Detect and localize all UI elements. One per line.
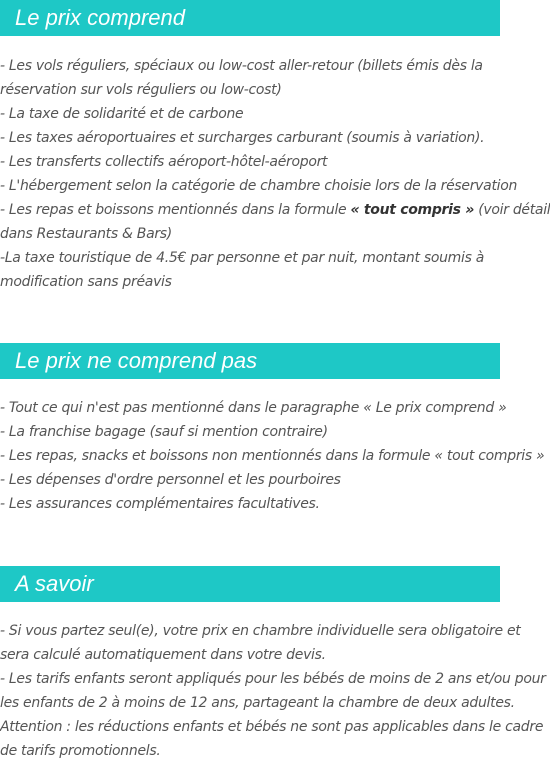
section-body-le-prix-comprend: [0, 54, 550, 294]
list-item: - Les assurances complémentaires facultatives.: [0, 496, 320, 512]
list-item: [0, 198, 550, 222]
list-item: - L'hébergement selon la catégorie de chambre choisie lors de la réservation: [0, 178, 518, 194]
list-item: - Tout ce qui n'est pas mentionné dans le paragraphe « Le prix comprend »: [0, 400, 507, 416]
list-item: les enfants de 2 à moins de 12 ans, partageant la chambre de deux adultes.: [0, 695, 515, 711]
list-item: - Les taxes aéroportuaires et surcharges carburant (soumis à variation).: [0, 130, 485, 146]
list-item: - Les transferts collectifs aéroport-hôtel-aéroport: [0, 154, 328, 170]
list-item: - Si vous partez seul(e), votre prix en chambre individuelle sera obligatoire et: [0, 623, 521, 639]
section-header-a-savoir: A savoir: [0, 566, 500, 602]
section-body-le-prix-ne-comprend-pas: [0, 396, 545, 516]
list-item: sera calculé automatiquement dans votre devis.: [0, 647, 326, 663]
section-header-le-prix-comprend: Le prix comprend: [0, 0, 500, 36]
list-item: dans Restaurants & Bars): [0, 226, 172, 242]
list-item: - Les vols réguliers, spéciaux ou low-cost aller-retour (billets émis dès la: [0, 58, 483, 74]
list-item: - La franchise bagage (sauf si mention contraire): [0, 424, 328, 440]
list-item: - Les dépenses d'ordre personnel et les pourboires: [0, 472, 341, 488]
bold-tout-compris: « tout compris »: [350, 202, 475, 218]
list-item: - Les repas, snacks et boissons non mentionnés dans la formule « tout compris »: [0, 448, 545, 464]
section-header-le-prix-ne-comprend-pas: Le prix ne comprend pas: [0, 343, 500, 379]
list-item-text: - Les repas et boissons mentionnés dans la formule: [0, 202, 351, 218]
list-item: réservation sur vols réguliers ou low-cost): [0, 82, 282, 98]
list-item: - Les tarifs enfants seront appliqués pour les bébés de moins de 2 ans et/ou pour: [0, 671, 546, 687]
list-item: -La taxe touristique de 4.5€ par personne et par nuit, montant soumis à: [0, 250, 485, 266]
list-item: Attention : les réductions enfants et bébés ne sont pas applicables dans le cadre: [0, 719, 544, 735]
list-item-text-after: (voir détail: [474, 202, 550, 218]
section-body-a-savoir: [0, 619, 546, 763]
list-item: modification sans préavis: [0, 274, 172, 290]
list-item: - La taxe de solidarité et de carbone: [0, 106, 244, 122]
list-item: de tarifs promotionnels.: [0, 743, 161, 759]
